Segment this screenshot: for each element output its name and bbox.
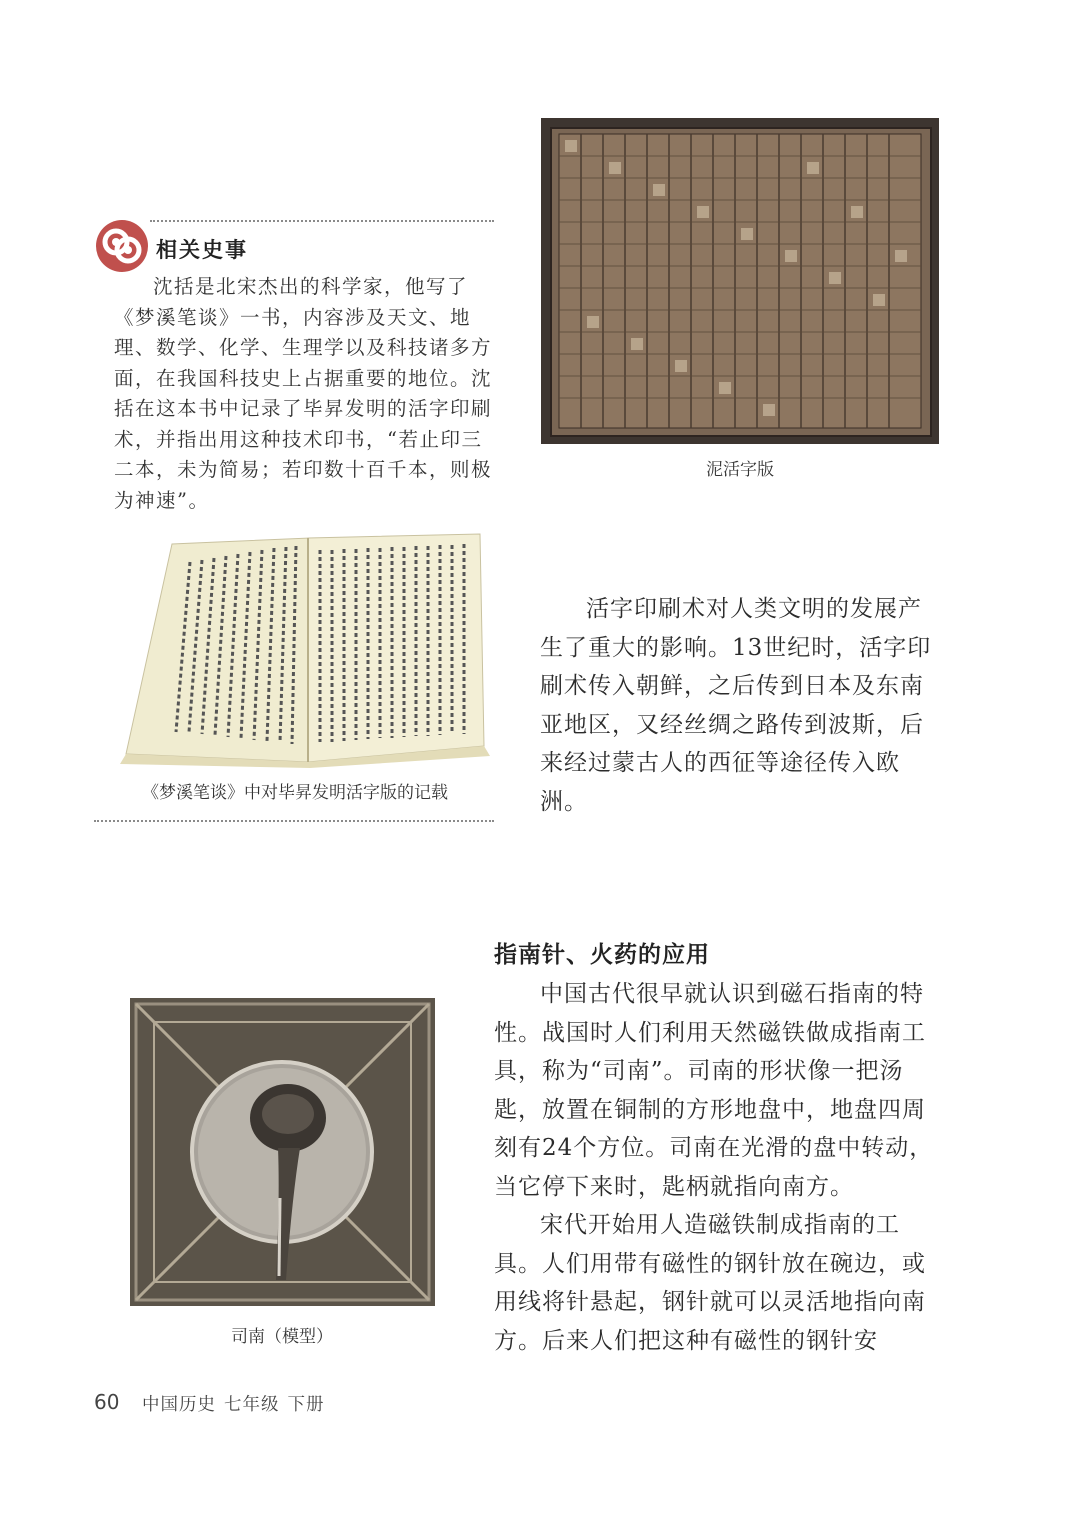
footer-grade: 七年级 — [224, 1395, 280, 1415]
printing-section — [540, 590, 942, 821]
related-history-icon — [94, 218, 150, 274]
sinan-model-photo — [130, 998, 435, 1306]
running-footer — [142, 1391, 333, 1416]
related-history-title: 相关史事 — [156, 238, 248, 262]
box-bottom-divider — [94, 820, 494, 822]
compass-paragraph-2: 宋代开始用人造磁铁制成指南的工具。人们用带有磁性的钢针放在碗边，或用线将针悬起，钢针就可以灵活地指向南方。后来人们把这种有磁性的钢针安 — [494, 1212, 926, 1354]
related-history-paragraph: 沈括是北宋杰出的科学家，他写了《梦溪笔谈》一书，内容涉及天文、地理、数学、化学、生理学以及科技诸多方面，在我国科技史上占据重要的地位。沈括在这本书中记录了毕昇发明的活字印刷术，并指出用这种技术印书，“若止印三二本，未为简易；若印数十百千本，则极为神速”。 — [114, 275, 493, 512]
footer-volume: 下册 — [287, 1395, 325, 1415]
box-top-divider — [150, 220, 494, 222]
compass-section — [494, 975, 942, 1360]
clay-type-plate-photo — [541, 118, 939, 444]
footer-book: 中国历史 — [142, 1395, 216, 1415]
book-caption: 《梦溪笔谈》中对毕昇发明活字版的记载 — [142, 783, 448, 803]
compass-paragraph-1: 中国古代很早就认识到磁石指南的特性。战国时人们利用天然磁铁做成指南工具，称为“司南”。司南的形状像一把汤匙，放置在铜制的方形地盘中，地盘四周刻有24个方位。司南在光滑的盘中转动，当它停下来时，匙柄就指向南方。 — [494, 981, 934, 1200]
clay-type-caption: 泥活字版 — [706, 460, 774, 480]
sinan-caption: 司南（模型） — [231, 1327, 333, 1347]
compass-heading: 指南针、火药的应用 — [494, 942, 710, 968]
page-number: 60 — [94, 1390, 120, 1414]
related-history-text — [114, 272, 494, 516]
printing-paragraph: 活字印刷术对人类文明的发展产生了重大的影响。13世纪时，活字印刷术传入朝鲜，之后传到日本及东南亚地区，又经丝绸之路传到波斯，后来经过蒙古人的西征等途径传入欧洲。 — [540, 596, 932, 815]
mengxi-book-photo — [120, 532, 490, 768]
